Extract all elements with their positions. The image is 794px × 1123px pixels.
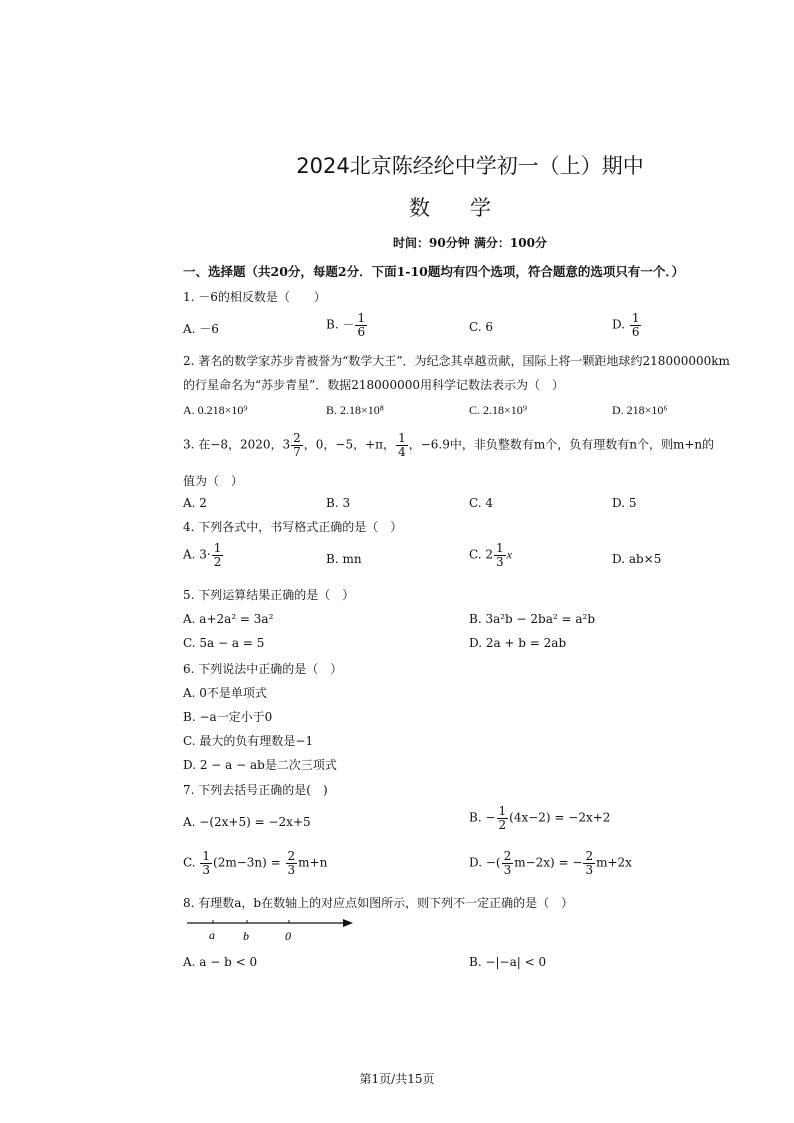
q1-option-c: C. 6 <box>469 320 494 334</box>
question-1-stem: 1. －6的相反数是（ ） <box>183 290 326 304</box>
subject-title: 数学 <box>409 196 531 220</box>
q6-option-d: D. 2 − a − ab是二次三项式 <box>183 758 337 772</box>
number-line <box>183 912 363 946</box>
q8-option-b: B. −|−a| < 0 <box>469 955 547 969</box>
q4-option-d: D. ab×5 <box>612 552 662 566</box>
q4-option-c: C. 2 $\frac{1}{3}$ x <box>469 541 512 569</box>
q6-option-a: A. 0不是单项式 <box>183 686 267 700</box>
question-4-stem: 4. 下列各式中，书写格式正确的是（ ） <box>183 520 403 534</box>
q7-option-d: D. −( $\frac{2}{3}$ m−2x) = − $\frac{2}{3}$ m+2x <box>469 849 632 877</box>
q7-option-b: B. − $\frac{1}{2}$ (4x−2) = −2x+2 <box>469 804 611 832</box>
q4-option-a: A. 3· $\frac{1}{2}$ <box>183 541 222 569</box>
question-8-stem: 8. 有理数a，b在数轴上的对应点如图所示，则下列不一定正确的是（ ） <box>183 896 574 910</box>
q2-option-b: B. 2.18×10⁸ <box>326 403 384 417</box>
q5-option-d: D. 2a + b = 2ab <box>469 636 567 650</box>
q3-option-d: D. 5 <box>612 496 637 510</box>
question-7-stem: 7. 下列去括号正确的是( ) <box>183 783 328 797</box>
q3-option-c: C. 4 <box>469 496 494 510</box>
q6-option-c: C. 最大的负有理数是−1 <box>183 734 314 748</box>
question-5-stem: 5. 下列运算结果正确的是（ ） <box>183 588 355 602</box>
question-2-line2: 的行星命名为“苏步青星”．数据218000000用科学记数法表示为（ ） <box>183 378 564 392</box>
q2-option-d: D. 218×10⁶ <box>612 403 668 417</box>
question-3-line1: 3. 在−8，2020，3 $\frac{2}{7}$ ，0，−5，+π， $\frac{1}{4}$ ，−6.9中，非负整数有m个，负有理数有n个，则m+n的 <box>183 431 715 459</box>
q1-option-b: B. － $\frac{1}{6}$ <box>326 311 366 339</box>
question-2-line1: 2. 著名的数学家苏步青被誉为“数学大王”．为纪念其卓越贡献，国际上将一颗距地球约218000000km <box>183 354 730 368</box>
question-3-line2: 值为（ ） <box>183 474 244 488</box>
q6-option-b: B. −a一定小于0 <box>183 710 273 724</box>
q1-option-a: A. －6 <box>183 322 219 336</box>
label-a: a <box>209 928 215 942</box>
q7-option-c: C. $\frac{1}{3}$ (2m−3n) = $\frac{2}{3}$ m+n <box>183 849 328 877</box>
q2-option-c: C. 2.18×10⁹ <box>469 403 527 417</box>
q5-option-c: C. 5a − a = 5 <box>183 636 265 650</box>
exam-title: 2024北京陈经纶中学初一（上）期中 <box>296 154 644 178</box>
q7-option-a: A. −(2x+5) = −2x+5 <box>183 815 311 829</box>
q3-option-a: A. 2 <box>183 496 207 510</box>
q8-option-a: A. a − b < 0 <box>183 955 258 969</box>
label-0: 0 <box>285 929 291 943</box>
label-b: b <box>243 929 249 943</box>
q5-option-b: B. 3a²b − 2ba² = a²b <box>469 612 596 626</box>
q5-option-a: A. a+2a² = 3a² <box>183 612 274 626</box>
question-6-stem: 6. 下列说法中正确的是（ ） <box>183 662 343 676</box>
q1-option-d: D. $\frac{1}{6}$ <box>612 311 640 339</box>
time-info: 时间：90分钟 满分：100分 <box>393 236 547 250</box>
section-heading: 一、选择题（共20分，每题2分．下面1-10题均有四个选项，符合题意的选项只有一个．） <box>183 264 685 279</box>
page-number: 第1页/共15页 <box>359 1072 435 1086</box>
number-line-arrow <box>343 919 353 927</box>
q2-option-a: A. 0.218×10⁹ <box>183 403 248 417</box>
q4-option-b: B. mn <box>326 552 362 566</box>
q3-option-b: B. 3 <box>326 496 351 510</box>
